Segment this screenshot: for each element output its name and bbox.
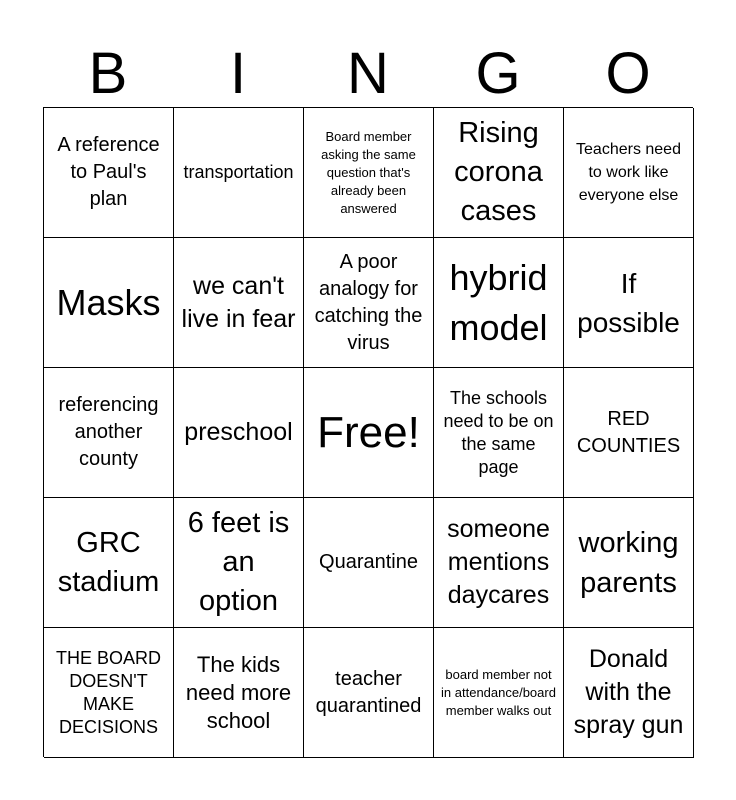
bingo-cell[interactable] [174,238,304,368]
free-space-text: Free! [317,407,420,457]
cell-text: GRC stadium [57,526,160,598]
cell-text: transportation [183,162,294,182]
bingo-cell[interactable] [564,108,694,238]
bingo-cell[interactable] [304,498,434,628]
bingo-grid [43,107,693,757]
bingo-header [43,40,693,108]
bingo-cell[interactable] [434,108,564,238]
cell-text: The schools need to be on the same page [443,387,554,477]
cell-text: 6 feet is an option [187,507,290,617]
bingo-cell[interactable] [44,498,174,628]
cell-text: Masks [56,281,161,323]
bingo-cell[interactable] [304,238,434,368]
bingo-cell[interactable] [304,628,434,758]
cell-text: If possible [577,267,680,338]
bingo-cell[interactable] [44,108,174,238]
bingo-cell[interactable] [174,628,304,758]
bingo-cell[interactable] [434,628,564,758]
bingo-cell[interactable] [434,498,564,628]
cell-text: Rising corona cases [454,117,543,227]
cell-text: THE BOARD DOESN'T MAKE DECISIONS [55,647,161,737]
cell-text: preschool [184,418,293,446]
bingo-cell[interactable] [44,368,174,498]
bingo-cell[interactable] [44,238,174,368]
cell-text: The kids need more school [185,651,292,733]
bingo-cell[interactable] [304,108,434,238]
cell-text: referencing another county [58,394,159,470]
cell-text: board member not in attendance/board member walks out [441,666,556,718]
free-space-cell[interactable] [304,368,434,498]
header-letter-i: I [229,41,247,106]
cell-text: we can't live in fear [181,271,296,333]
cell-text: Donald with the spray gun [573,645,684,739]
bingo-cell[interactable] [564,238,694,368]
header-letter-n: N [347,41,389,106]
cell-text: A reference to Paul's plan [57,134,160,210]
header-letter-o: O [605,41,651,106]
header-letter-g: G [475,41,521,106]
bingo-cell[interactable] [174,368,304,498]
cell-text: working parents [578,526,679,599]
header-letter-b: B [88,41,128,106]
cell-text: someone mentions daycares [447,515,550,609]
cell-text: hybrid model [449,256,548,348]
cell-text: RED COUNTIES [576,407,681,457]
cell-text: teacher quarantined [315,667,422,717]
bingo-cell[interactable] [44,628,174,758]
cell-text: A poor analogy for catching the virus [314,250,423,354]
bingo-cell[interactable] [564,498,694,628]
bingo-cell[interactable] [434,238,564,368]
cell-text: Board member asking the same question that's already been answered [321,128,416,216]
bingo-cell[interactable] [174,498,304,628]
bingo-cell[interactable] [174,108,304,238]
cell-text: Teachers need to work like everyone else [576,141,681,204]
bingo-cell[interactable] [434,368,564,498]
bingo-cell[interactable] [564,628,694,758]
bingo-cell[interactable] [564,368,694,498]
cell-text: Quarantine [319,551,418,573]
